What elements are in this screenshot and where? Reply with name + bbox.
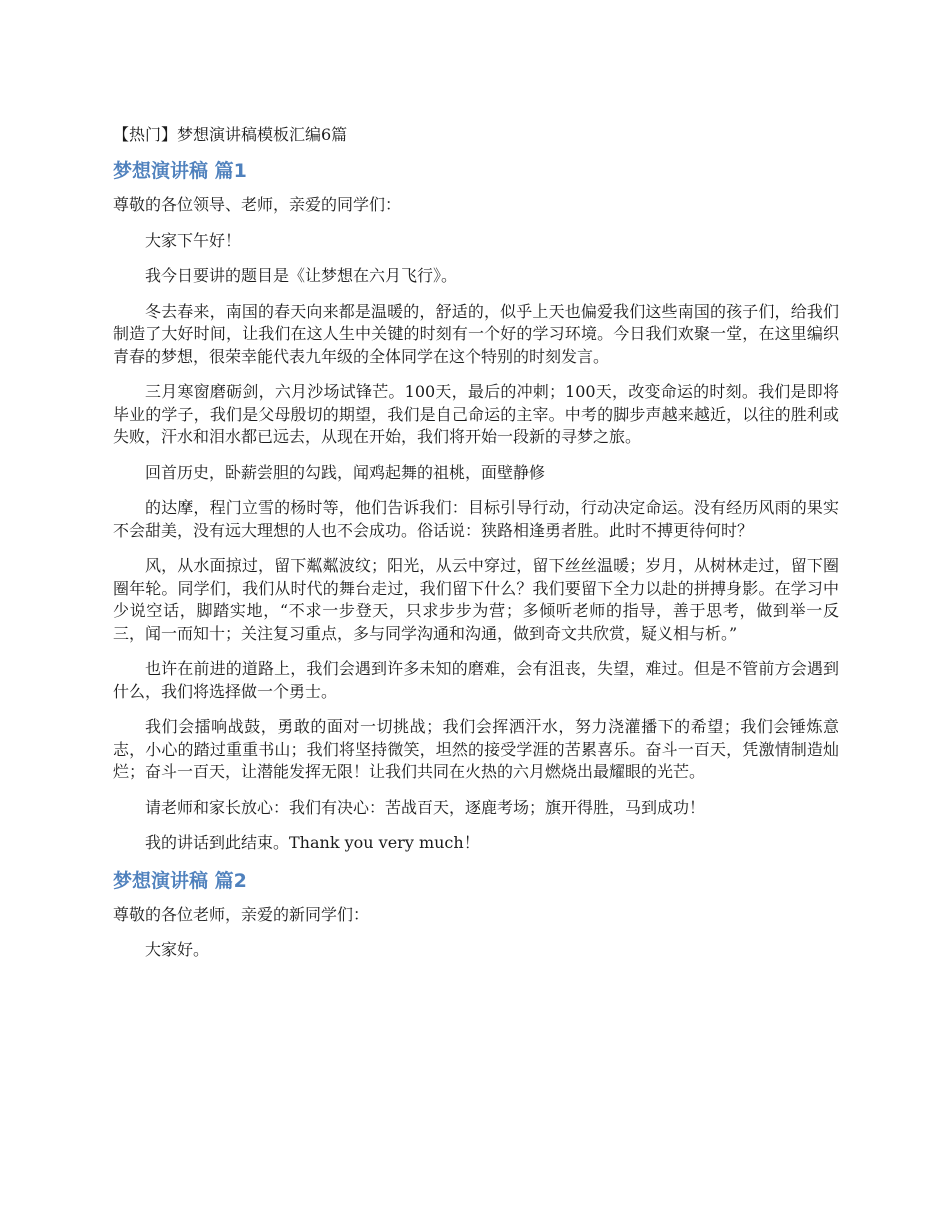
- paragraph: 我们会擂响战鼓，勇敢的面对一切挑战；我们会挥洒汗水，努力浇灌播下的希望；我们会锤炼意志，小心的踏过重重书山；我们将坚持微笑，坦然的接受学涯的苦累喜乐。奋斗一百天，凭激情制造灿烂；奋斗一百天，让潜能发挥无限！让我们共同在火热的六月燃烧出最耀眼的光芒。: [113, 717, 839, 781]
- section-2: [113, 868, 839, 962]
- salutation: 尊敬的各位老师，亲爱的新同学们：: [113, 904, 370, 924]
- paragraph: 冬去春来，南国的春天向来都是温暖的，舒适的，似乎上天也偏爱我们这些南国的孩子们，给我们制造了大好时间，让我们在这人生中关键的时刻有一个好的学习环境。今日我们欢聚一堂，在这里编织青春的梦想，很荣幸能代表九年级的全体同学在这个特别的时刻发言。: [113, 301, 839, 366]
- paragraph: 我今日要讲的题目是《让梦想在六月飞行》。: [145, 266, 458, 285]
- paragraph: 风，从水面掠过，留下粼粼波纹；阳光，从云中穿过，留下丝丝温暖；岁月，从树林走过，留下圈圈年轮。同学们，我们从时代的舞台走过，我们留下什么？我们要留下全力以赴的拼搏身影。在学习中少说空话，脚踏实地，“不求一步登天，只求步步为营；多倾听老师的指导，善于思考，做到举一反三，闻一而知十；关注复习重点，多与同学沟通和沟通，做到奇文共欣赏，疑义相与析。”: [113, 556, 839, 643]
- paragraph: 的达摩，程门立雪的杨时等，他们告诉我们：目标引导行动，行动决定命运。没有经历风雨的果实不会甜美，没有远大理想的人也不会成功。俗话说：狭路相逢勇者胜。此时不搏更待何时？: [113, 498, 839, 540]
- paragraph: 也许在前进的道路上，我们会遇到许多未知的磨难，会有沮丧，失望，难过。但是不管前方会遇到什么，我们将选择做一个勇士。: [113, 659, 839, 701]
- salutation: 尊敬的各位领导、老师，亲爱的同学们：: [113, 195, 402, 214]
- paragraph: 大家好。: [145, 940, 210, 959]
- paragraph: 我的讲话到此结束。Thank you very much！: [145, 833, 480, 852]
- document-page: [113, 122, 839, 975]
- section-heading: 梦想演讲稿 篇2: [113, 869, 247, 892]
- document-title: 【热门】梦想演讲稿模板汇编6篇: [113, 125, 348, 144]
- section-heading: 梦想演讲稿 篇1: [113, 160, 247, 182]
- paragraph: 回首历史，卧薪尝胆的勾践，闻鸡起舞的祖桃，面壁静修: [145, 462, 546, 482]
- section-1: [113, 158, 839, 855]
- paragraph: 三月寒窗磨砺剑，六月沙场试锋芒。100天，最后的冲刺；100天，改变命运的时刻。我们是即将毕业的学子，我们是父母殷切的期望，我们是自己命运的主宰。中考的脚步声越来越近，以往的胜利或失败，汗水和泪水都已远去，从现在开始，我们将开始一段新的寻梦之旅。: [113, 382, 839, 446]
- paragraph: 请老师和家长放心：我们有决心：苦战百天，逐鹿考场；旗开得胜，马到成功！: [145, 797, 706, 817]
- paragraph: 大家下午好！: [145, 230, 242, 250]
